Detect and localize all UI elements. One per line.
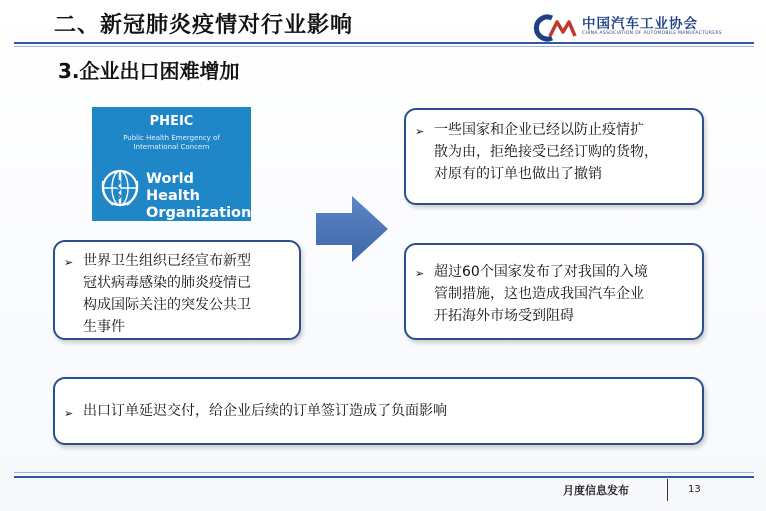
cam-logo-icon [530, 10, 578, 44]
text-line: 构成国际关注的突发公共卫 [83, 297, 251, 313]
pheic-subheading [92, 134, 251, 152]
delivery-delay-box [53, 377, 704, 445]
pheic-subheading-line-1: Public Health Emergency of [123, 134, 220, 142]
header-divider-thin [14, 46, 754, 47]
text-line: 开拓海外市场受到阻碍 [434, 308, 574, 324]
footer-separator [667, 479, 668, 501]
page-title: 二、新冠肺炎疫情对行业影响 [54, 13, 354, 38]
footer-label: 月度信息发布 [563, 484, 629, 497]
footer-divider-thin [14, 472, 754, 473]
footer-divider [14, 476, 754, 478]
bullet-arrow-icon: ➢ [415, 267, 425, 280]
text-line: 对原有的订单也做出了撤销 [434, 166, 602, 182]
who-declaration-text [83, 250, 251, 338]
text-line: 一些国家和企业已经以防止疫情扩 [434, 122, 644, 138]
text-line: 世界卫生组织已经宣布新型 [83, 253, 251, 269]
header-divider [14, 42, 754, 44]
order-cancellation-box [404, 108, 704, 205]
who-declaration-box [53, 240, 301, 340]
who-organization-name [146, 171, 251, 222]
page-number: 13 [688, 484, 701, 495]
bullet-arrow-icon: ➢ [415, 125, 425, 138]
who-name-line-1: World Health [146, 171, 200, 204]
entry-control-box [404, 243, 704, 340]
right-arrow-icon [316, 196, 388, 262]
who-emblem-icon [99, 167, 141, 209]
entry-control-text [434, 261, 648, 327]
bullet-arrow-icon: ➢ [64, 407, 74, 420]
text-line: 超过60个国家发布了对我国的入境 [434, 264, 648, 280]
text-line: 散为由，拒绝接受已经订购的货物， [434, 144, 658, 160]
association-logo [530, 10, 760, 44]
who-pheic-image [92, 107, 251, 221]
logo-chinese-name: 中国汽车工业协会 [582, 16, 698, 32]
text-line: 管制措施，这也造成我国汽车企业 [434, 286, 644, 302]
who-name-line-2: Organization [146, 205, 252, 221]
pheic-subheading-line-2: International Concern [133, 143, 210, 151]
logo-english-name: CHINA ASSOCIATION OF AUTOMOBILE MANUFACTURERS [582, 31, 722, 36]
pheic-heading: PHEIC [149, 114, 194, 129]
text-line: 生事件 [83, 319, 125, 335]
section-subtitle: 3.企业出口困难增加 [58, 59, 240, 83]
delivery-delay-text: 出口订单延迟交付，给企业后续的订单签订造成了负面影响 [83, 403, 447, 419]
order-cancellation-text [434, 119, 658, 185]
bullet-arrow-icon: ➢ [64, 256, 74, 269]
text-line: 冠状病毒感染的肺炎疫情已 [83, 275, 251, 291]
